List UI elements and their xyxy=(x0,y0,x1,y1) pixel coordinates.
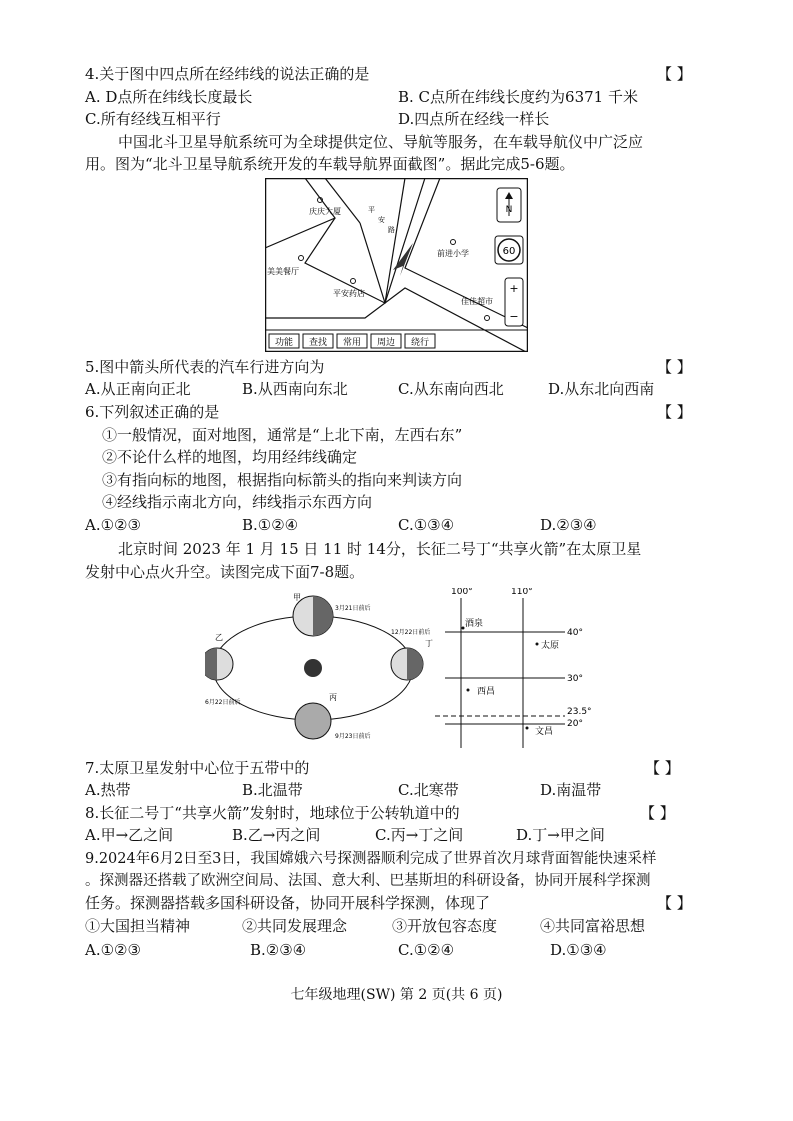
q4-option-c: C.所有经线互相平行 xyxy=(85,110,221,128)
place-xichang: 西昌 xyxy=(477,687,496,697)
q6-statement-2: ②不论什么样的地图，均用经纬线确定 xyxy=(102,448,358,466)
zoom-out-button[interactable]: − xyxy=(509,310,519,323)
road-label-char-1: 平 xyxy=(368,206,375,214)
place-qianjin-school: 前进小学 xyxy=(437,249,469,258)
q5-option-d: D.从东北向西南 xyxy=(548,380,655,398)
place-pingan-pharmacy: 平安药店 xyxy=(333,289,365,298)
q9-statement-4: ④共同富裕思想 xyxy=(540,917,646,935)
longitude-110: 110° xyxy=(511,588,533,597)
q7-option-b: B.北温带 xyxy=(242,781,303,799)
nav-button-frequent[interactable]: 常用 xyxy=(342,338,362,348)
q9-statement-3: ③开放包容态度 xyxy=(392,917,498,935)
q9-option-b: B.②③④ xyxy=(250,941,307,959)
q7-answer-bracket: 【 】 xyxy=(645,759,680,777)
place-jiajia-supermarket: 佳佳超市 xyxy=(461,297,493,306)
latitude-40: 40° xyxy=(567,628,583,638)
zoom-in-button[interactable]: + xyxy=(509,282,519,295)
q4-stem: 4.关于图中四点所在经纬线的说法正确的是 xyxy=(85,65,370,83)
china-grid-map xyxy=(435,588,592,748)
q4-answer-bracket: 【 】 xyxy=(657,65,692,83)
place-taiyuan: 太原 xyxy=(541,641,560,651)
orbit-date-jun22: 6月22日前后 xyxy=(205,699,241,706)
place-qingqing-tower: 庆庆大厦 xyxy=(309,207,341,216)
q9-stem-line2: 。探测器还搭载了欧洲空间局、法国、意大利、巴基斯坦的科研设备，协同开展科学探测 xyxy=(85,873,651,889)
q9-option-c: C.①②④ xyxy=(398,941,455,959)
orbit-position-ding: 丁 xyxy=(425,639,433,648)
intro78-line1: 北京时间 2023 年 1 月 15 日 11 时 14分，长征二号丁“共享火箭”在太原卫星 xyxy=(118,540,642,558)
earth-orbit-and-grid-figure xyxy=(205,588,625,750)
latitude-20: 20° xyxy=(567,719,583,729)
latitude-23-5: 23.5° xyxy=(567,707,592,717)
q6-option-a: A.①②③ xyxy=(85,516,141,534)
q7-option-c: C.北寒带 xyxy=(398,781,459,799)
road-label-char-2: 安 xyxy=(378,216,385,224)
q7-option-d: D.南温带 xyxy=(540,781,602,799)
orbit-date-dec22: 12月22日前后 xyxy=(391,629,431,636)
intro56-line1: 中国北斗卫星导航系统可为全球提供定位、导航等服务，在车载导航仪中广泛应 xyxy=(118,133,644,151)
q6-statement-3: ③有指向标的地图，根据指向标箭头的指向来判读方向 xyxy=(102,471,463,489)
intro78-line2: 发射中心点火升空。读图完成下面7-8题。 xyxy=(85,563,365,581)
q4-option-a: A. D点所在纬线长度最长 xyxy=(85,88,253,106)
orbit-date-mar21: 3月21日前后 xyxy=(335,605,371,612)
compass-label: N xyxy=(505,205,513,215)
earth-orbit-diagram xyxy=(205,593,433,740)
road-label-char-3: 路 xyxy=(388,226,395,234)
q9-option-a: A.①②③ xyxy=(85,941,141,959)
q5-answer-bracket: 【 】 xyxy=(657,358,692,376)
q9-stem-line1: 9.2024年6月2日至3日，我国嫦娥六号探测器顺利完成了世界首次月球背面智能快速采样 xyxy=(85,851,657,867)
q5-option-a: A.从正南向正北 xyxy=(85,380,191,398)
nav-button-nearby[interactable]: 周边 xyxy=(376,338,396,348)
orbit-position-yi: 乙 xyxy=(215,633,223,642)
q9-stem-line3: 任务。探测器搭载多国科研设备，协同开展科学探测，体现了 xyxy=(85,894,491,912)
q7-stem: 7.太原卫星发射中心位于五带中的 xyxy=(85,759,310,777)
q5-option-b: B.从西南向东北 xyxy=(242,380,348,398)
q9-answer-bracket: 【 】 xyxy=(657,894,692,912)
nav-button-detour[interactable]: 绕行 xyxy=(410,338,430,348)
place-meimei-restaurant: 美美餐厅 xyxy=(267,267,299,276)
q4-option-d: D.四点所在经线一样长 xyxy=(398,110,550,128)
q5-option-c: C.从东南向西北 xyxy=(398,380,504,398)
q8-option-a: A.甲→乙之间 xyxy=(85,826,174,844)
q8-answer-bracket: 【 】 xyxy=(640,804,675,822)
orbit-position-bing: 丙 xyxy=(329,693,337,702)
q6-statement-1: ①一般情况，面对地图，通常是“上北下南，左西右东” xyxy=(102,426,463,444)
q8-option-c: C.丙→丁之间 xyxy=(375,826,464,844)
place-jiuquan: 酒泉 xyxy=(465,619,484,629)
nav-button-search[interactable]: 查找 xyxy=(308,338,328,348)
speed-limit-value: 60 xyxy=(502,246,516,257)
q6-option-b: B.①②④ xyxy=(242,516,299,534)
page-footer: 七年级地理(SW) 第 2 页(共 6 页) xyxy=(290,987,503,1003)
q9-statement-2: ②共同发展理念 xyxy=(242,917,348,935)
q8-option-d: D.丁→甲之间 xyxy=(516,826,605,844)
q6-stem: 6.下列叙述正确的是 xyxy=(85,403,220,421)
nav-button-function[interactable]: 功能 xyxy=(274,338,294,348)
car-navigation-map xyxy=(265,178,528,352)
q8-stem: 8.长征二号丁“共享火箭”发射时，地球位于公转轨道中的 xyxy=(85,804,460,822)
q6-answer-bracket: 【 】 xyxy=(657,403,692,421)
q6-option-d: D.②③④ xyxy=(540,516,597,534)
place-wenchang: 文昌 xyxy=(535,727,554,737)
q8-option-b: B.乙→丙之间 xyxy=(232,826,321,844)
latitude-30: 30° xyxy=(567,674,583,684)
orbit-date-sep23: 9月23日前后 xyxy=(335,733,371,740)
q6-option-c: C.①③④ xyxy=(398,516,455,534)
q5-stem: 5.图中箭头所代表的汽车行进方向为 xyxy=(85,358,325,376)
sun-icon xyxy=(304,659,322,677)
q4-option-b: B. C点所在纬线长度约为6371 千米 xyxy=(398,88,638,106)
q9-statement-1: ①大国担当精神 xyxy=(85,917,191,935)
q6-statement-4: ④经线指示南北方向，纬线指示东西方向 xyxy=(102,493,373,511)
q7-option-a: A.热带 xyxy=(85,781,131,799)
longitude-100: 100° xyxy=(451,588,473,597)
intro56-line2: 用。图为“北斗卫星导航系统开发的车载导航界面截图”。据此完成5-6题。 xyxy=(85,155,575,173)
q9-option-d: D.①③④ xyxy=(550,941,607,959)
orbit-position-jia: 甲 xyxy=(293,593,301,602)
